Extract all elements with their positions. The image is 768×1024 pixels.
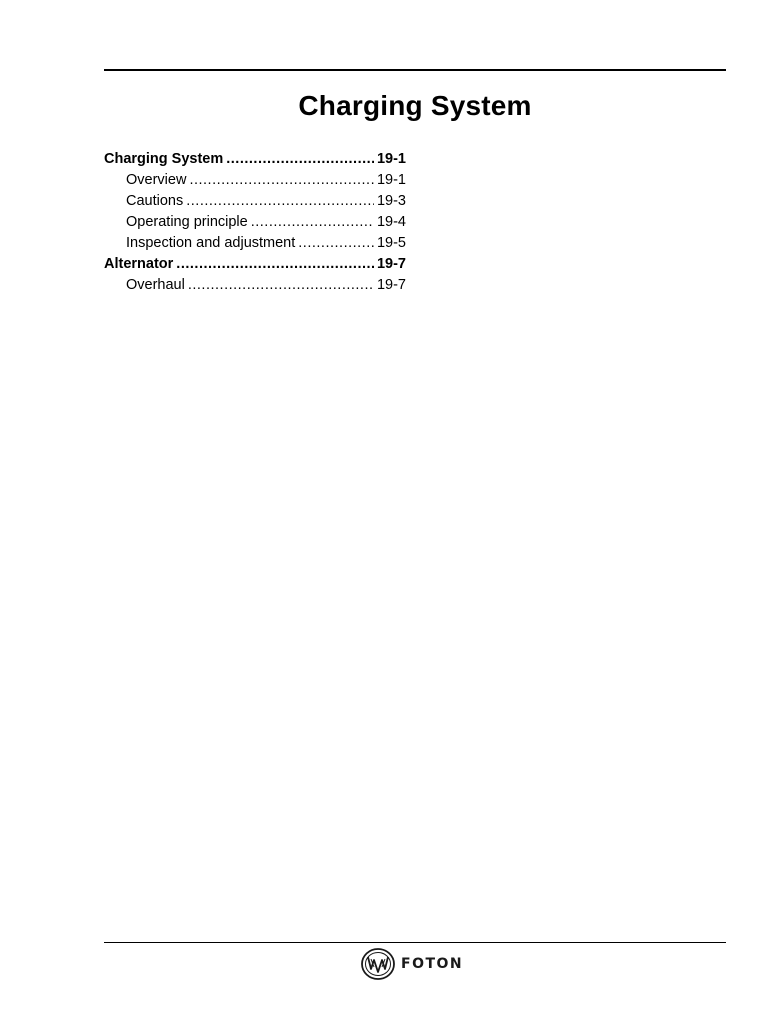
dot-leader [188, 275, 374, 296]
dot-leader [176, 254, 374, 275]
toc-entry-label: Operating principle [126, 214, 248, 230]
toc-entry-page: 19-1 [376, 172, 406, 188]
toc-entry-cautions[interactable] [104, 191, 406, 212]
toc-entry-label: Cautions [126, 193, 184, 209]
dot-leader [189, 170, 374, 191]
toc-entry-page: 19-5 [376, 235, 406, 251]
footer-divider [104, 942, 726, 943]
toc-entry-page: 19-3 [376, 193, 406, 209]
toc-entry-label: Inspection and adjustment [126, 235, 296, 251]
foton-emblem-icon [360, 947, 396, 981]
toc-entry-label: Alternator [104, 256, 174, 272]
page-title: Charging System [298, 90, 532, 121]
dot-leader [186, 191, 374, 212]
toc-entry-overhaul[interactable] [104, 275, 406, 296]
dot-leader [298, 233, 374, 254]
footer-logo [360, 946, 463, 982]
header-divider [104, 69, 726, 71]
toc-entry-charging-system[interactable] [104, 149, 406, 170]
toc-entry-alternator[interactable] [104, 254, 406, 275]
toc-entry-label: Overview [126, 172, 187, 188]
toc-entry-page: 19-7 [376, 277, 406, 293]
toc-entry-inspection-and-adjustment[interactable] [104, 233, 406, 254]
table-of-contents [104, 149, 406, 296]
toc-entry-overview[interactable] [104, 170, 406, 191]
toc-entry-label: Charging System [104, 151, 224, 167]
toc-entry-operating-principle[interactable] [104, 212, 406, 233]
toc-entry-page: 19-1 [376, 151, 406, 167]
toc-entry-page: 19-4 [376, 214, 406, 230]
dot-leader [251, 212, 374, 233]
toc-entry-page: 19-7 [376, 256, 406, 272]
brand-name: FOTON [401, 956, 464, 972]
dot-leader [226, 149, 374, 170]
toc-entry-label: Overhaul [126, 277, 185, 293]
